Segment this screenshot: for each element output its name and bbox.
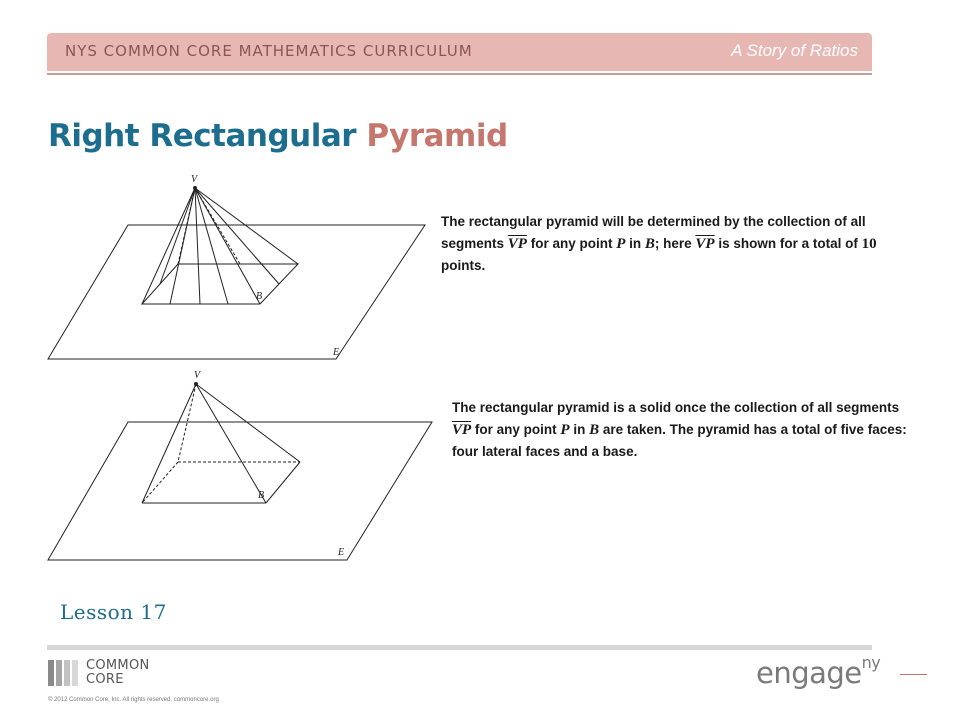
common-core-logo-icon	[48, 660, 80, 686]
plane-label-bottom: E	[338, 547, 345, 558]
vertex-label-bottom: V	[194, 370, 201, 381]
vertex-point-bottom	[195, 383, 198, 386]
desc2-text-a: The rectangular pyramid is a solid once the collection of all segments	[452, 400, 900, 415]
desc1-text-a: The rectangular pyramid will be determined by the collection of all segments	[441, 214, 866, 251]
desc2-base-b: B	[589, 422, 600, 438]
desc1-base-b: B	[644, 236, 655, 252]
common-core-wordmark	[86, 659, 150, 687]
desc2-segment-vp: $\overline{VP}$	[452, 422, 472, 438]
plane-label-top: E	[333, 347, 340, 358]
footer-bar	[47, 645, 872, 650]
vertex-label-top: V	[191, 174, 198, 185]
title-part-1: Right Rectangular	[48, 118, 357, 154]
desc1-text-f: points.	[441, 258, 486, 273]
description-top	[441, 211, 911, 277]
desc1-text-d: ; here	[654, 236, 696, 251]
desc1-segment-vp-2: $\overline{VP}$	[695, 236, 715, 252]
title-part-2: Pyramid	[366, 118, 508, 154]
desc1-text-e: is shown for a total of	[714, 236, 862, 251]
engage-text: engage	[756, 656, 862, 690]
story-label: A Story of Ratios	[731, 41, 858, 60]
desc2-text-b: for any point	[471, 422, 561, 437]
base-label-top: B	[256, 291, 263, 302]
base-label-bottom: B	[258, 490, 265, 501]
desc1-count: 10	[861, 236, 877, 252]
desc2-text-c: in	[569, 422, 590, 437]
desc1-point-p: P	[616, 236, 626, 252]
curriculum-label: NYS COMMON CORE MATHEMATICS CURRICULUM	[65, 42, 473, 60]
description-bottom	[452, 397, 922, 463]
vertex-point-top	[194, 187, 197, 190]
engage-ny-logo	[756, 653, 881, 690]
base-b-bottom	[142, 462, 300, 503]
plane-e-bottom	[48, 422, 432, 560]
desc1-text-b: for any point	[526, 236, 617, 251]
desc1-segment-vp: $\overline{VP}$	[507, 236, 527, 252]
lateral-edges-bottom	[142, 384, 300, 503]
copyright-text: © 2012 Common Core, Inc. All rights reserved. commoncore.org	[48, 697, 219, 703]
logo-line-2: CORE	[86, 672, 124, 687]
logo-line-1: COMMON	[86, 658, 150, 673]
ny-text: ny	[861, 653, 881, 673]
desc2-point-p: P	[560, 422, 570, 438]
desc1-text-c: in	[625, 236, 645, 251]
accent-line	[900, 674, 927, 675]
lesson-label: Lesson 17	[60, 600, 167, 624]
desc2-text-d: are taken. The pyramid has a total of five faces: four lateral faces and a base.	[452, 422, 907, 459]
plane-e-top	[48, 225, 425, 359]
segments-vp-top	[142, 188, 298, 304]
